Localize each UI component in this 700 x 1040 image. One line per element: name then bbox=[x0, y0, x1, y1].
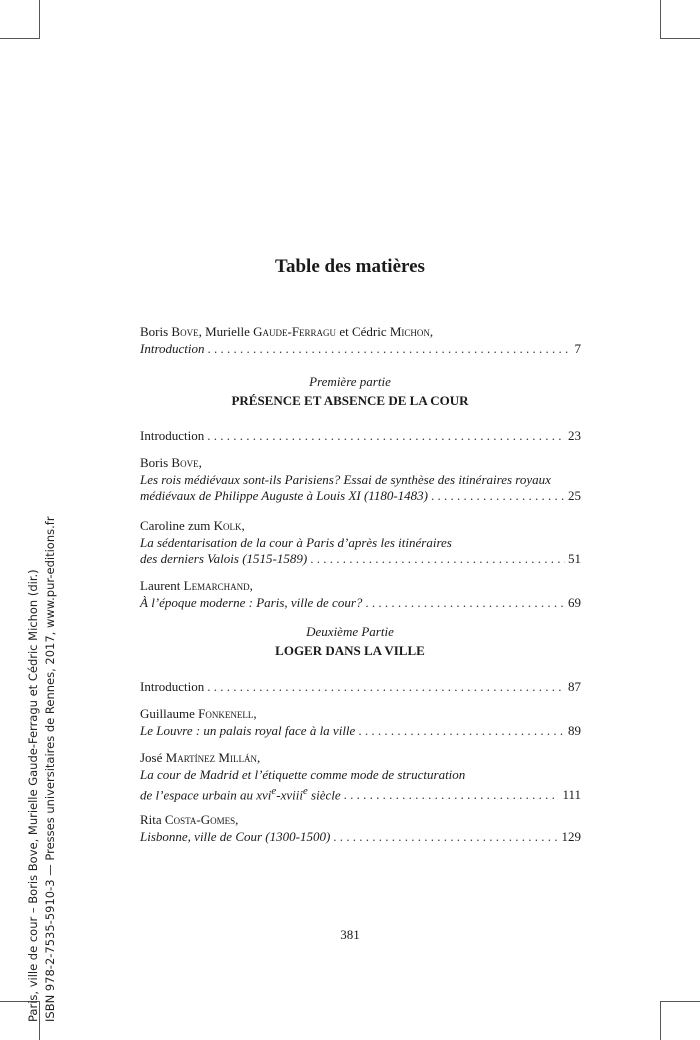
entry-page-number: 51 bbox=[568, 551, 581, 566]
leader-dots bbox=[365, 595, 565, 612]
entry-title-line: Lisbonne, ville de Cour (1300-1500) . . . 129 bbox=[140, 829, 581, 846]
entry-title-line: Introduction . . . 7 bbox=[140, 341, 581, 358]
entry-page-number: 111 bbox=[562, 787, 581, 803]
crop-mark-tl-h bbox=[0, 38, 40, 39]
side-line: Paris, ville de cour – Boris Bove, Murielle Gaude-Ferragu et Cédric Michon (dir.) bbox=[26, 569, 40, 1022]
entry-page-number: 129 bbox=[561, 828, 581, 844]
part-label: Première partie bbox=[309, 374, 391, 389]
toc-entry[interactable] bbox=[140, 578, 581, 611]
entry-author: José Martínez Millán, bbox=[140, 750, 261, 765]
entry-author: Laurent Lemarchand, bbox=[140, 578, 253, 593]
toc-entry[interactable] bbox=[140, 428, 581, 445]
side-copyright bbox=[25, 462, 59, 1022]
part-heading bbox=[0, 624, 700, 659]
toc-entry[interactable] bbox=[140, 706, 581, 739]
part-title: PRÉSENCE ET ABSENCE DE LA COUR bbox=[231, 393, 469, 408]
leader-dots bbox=[358, 723, 565, 740]
entry-title-line: Introduction . . . 23 bbox=[140, 428, 581, 445]
toc-entry[interactable] bbox=[140, 518, 581, 568]
crop-mark-tr-h bbox=[660, 38, 700, 39]
entry-author: Boris Bove, Murielle Gaude-Ferragu et Cédric Michon, bbox=[140, 324, 434, 339]
entry-page-number: 23 bbox=[568, 428, 581, 443]
leader-dots bbox=[208, 341, 572, 358]
toc-entry[interactable] bbox=[140, 679, 581, 696]
entry-title-continued: La cour de Madrid et l’étiquette comme mode de structuration bbox=[140, 766, 466, 782]
entry-title-line: À l’époque moderne : Paris, ville de cour? . . . 69 bbox=[140, 595, 581, 612]
leader-dots bbox=[333, 829, 558, 846]
entry-page-number: 69 bbox=[568, 594, 581, 610]
entry-author: Boris Bove, bbox=[140, 455, 202, 470]
part-heading bbox=[0, 374, 700, 409]
entry-author: Rita Costa-Gomes, bbox=[140, 812, 239, 827]
page-number: 381 bbox=[340, 927, 360, 942]
entry-title-line: Introduction . . . 87 bbox=[140, 679, 581, 696]
leader-dots bbox=[310, 551, 565, 568]
toc-entry[interactable] bbox=[140, 324, 581, 357]
toc-entry[interactable] bbox=[140, 455, 581, 505]
entry-title-line: des derniers Valois (1515-1589) . . . 51 bbox=[140, 551, 581, 568]
crop-mark-br-v bbox=[660, 1001, 661, 1040]
part-title: LOGER DANS LA VILLE bbox=[275, 643, 425, 658]
side-line: ISBN 978-2-7535-5910-3 — Presses universitaires de Rennes, 2017, www.pur-editions.fr bbox=[43, 516, 57, 1022]
entry-page-number: 7 bbox=[574, 340, 581, 356]
crop-mark-tl-v bbox=[39, 0, 40, 38]
leader-dots bbox=[207, 679, 565, 696]
entry-title-line: médiévaux de Philippe Auguste à Louis XI (1180-1483) . . . 25 bbox=[140, 488, 581, 505]
entry-page-number: 89 bbox=[568, 722, 581, 738]
entry-author: Guillaume Fonkenell, bbox=[140, 706, 257, 721]
leader-dots bbox=[207, 428, 565, 445]
entry-page-number: 25 bbox=[568, 488, 581, 503]
part-label: Deuxième Partie bbox=[306, 624, 394, 639]
entry-title-continued: La sédentarisation de la cour à Paris d’après les itinéraires bbox=[140, 534, 452, 550]
entry-title-continued: Les rois médiévaux sont-ils Parisiens? Essai de synthèse des itinéraires royaux bbox=[140, 471, 551, 487]
leader-dots bbox=[431, 488, 565, 505]
entry-author: Caroline zum Kolk, bbox=[140, 518, 245, 533]
toc-entry[interactable] bbox=[140, 812, 581, 845]
entry-title-line: de l’espace urbain au xvi$^e$-xviii$^e$ siècle . . . 111 bbox=[140, 783, 581, 804]
crop-mark-br-h bbox=[660, 1001, 700, 1002]
crop-mark-tr-v bbox=[660, 0, 661, 38]
leader-dots bbox=[344, 787, 560, 804]
entry-title-line: Le Louvre : un palais royal face à la ville . . . 89 bbox=[140, 723, 581, 740]
page-title: Table des matières bbox=[275, 256, 425, 277]
toc-entry[interactable] bbox=[140, 750, 581, 804]
entry-page-number: 87 bbox=[568, 679, 581, 694]
